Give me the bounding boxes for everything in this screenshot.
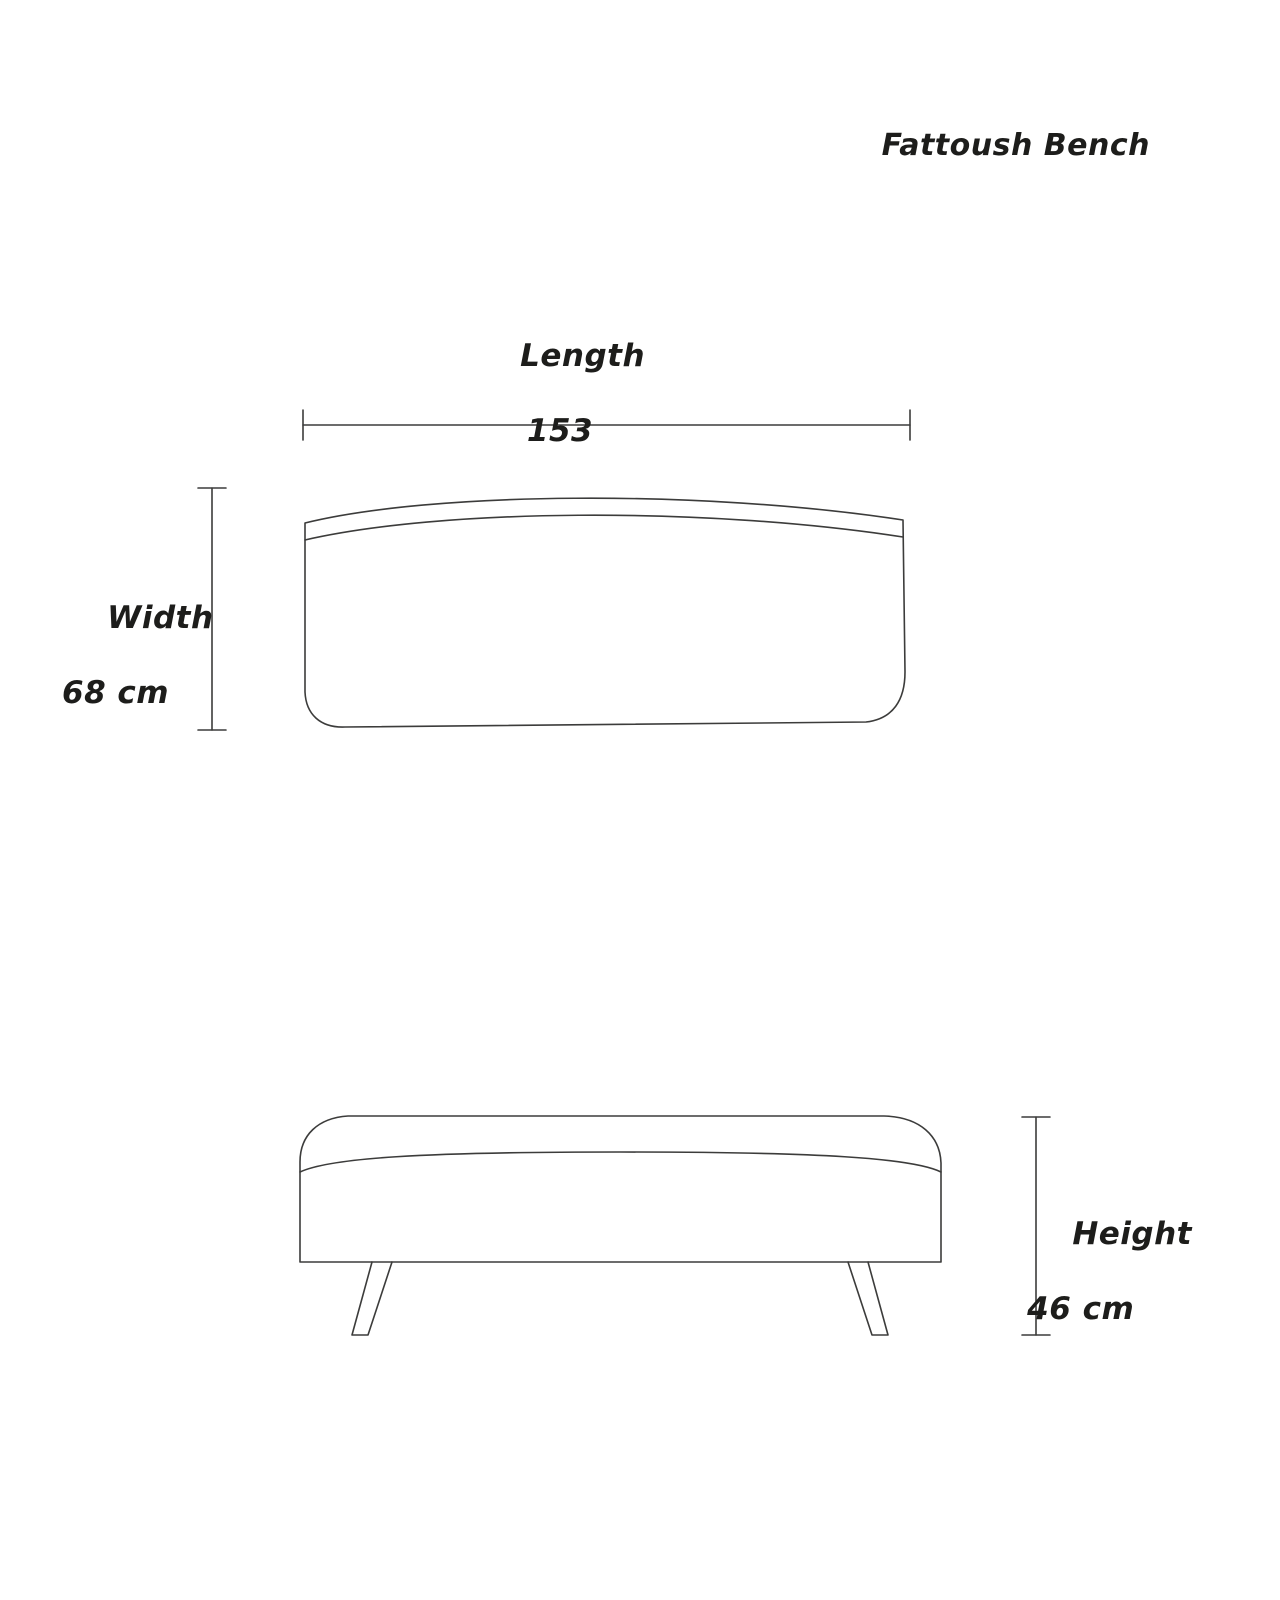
- length-value: 153: [526, 413, 594, 450]
- height-name: Height: [1072, 1215, 1192, 1252]
- length-name: Length: [520, 337, 646, 374]
- bench-top-view: [305, 498, 905, 727]
- bench-front-view: [300, 1116, 941, 1335]
- height-dimension-label: [1027, 1178, 1192, 1405]
- width-value: 68 cm: [62, 675, 170, 712]
- width-name: Width: [107, 599, 214, 636]
- width-dimension-label: [62, 562, 214, 789]
- page-title: Fattoush Bench: [881, 128, 1150, 163]
- length-dimension-label: [0, 300, 1200, 527]
- height-value: 46 cm: [1027, 1291, 1135, 1328]
